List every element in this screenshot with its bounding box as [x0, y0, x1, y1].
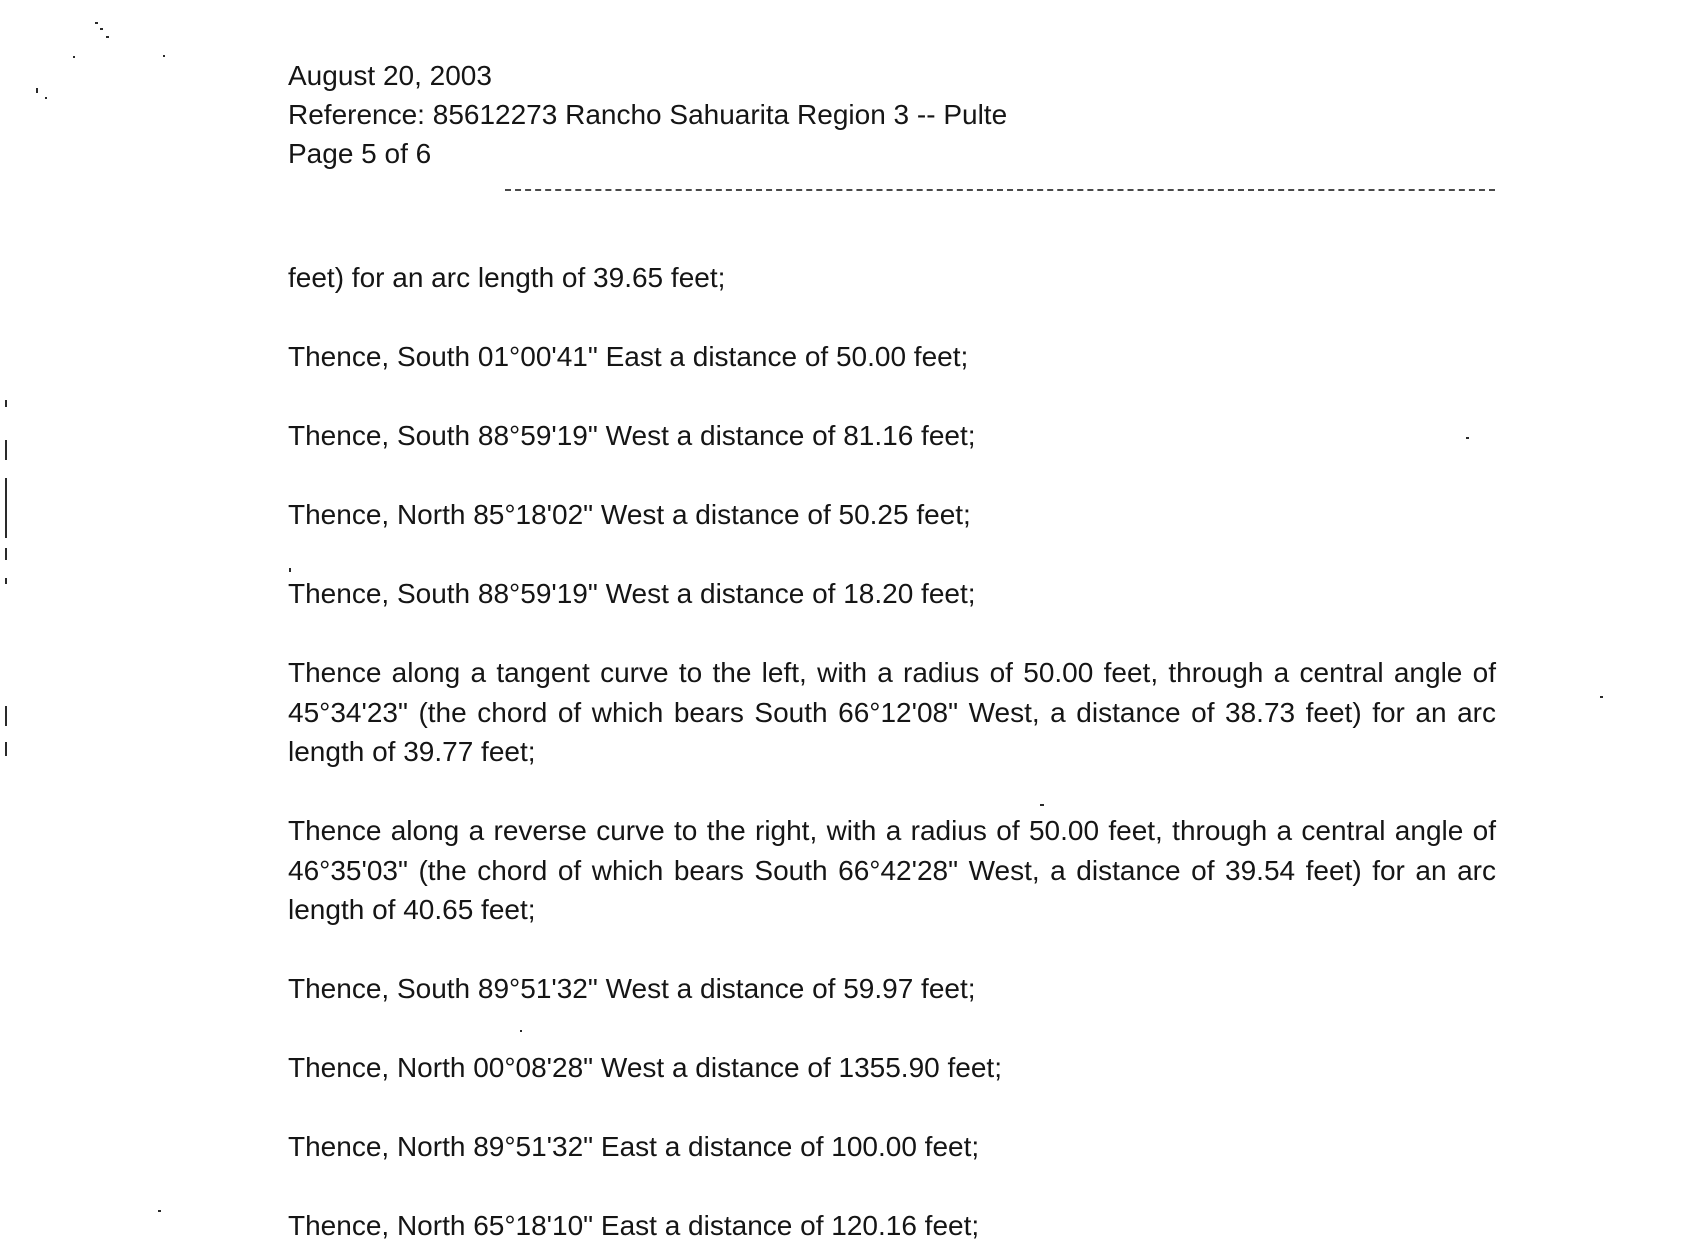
scan-speck [1040, 804, 1044, 806]
scan-speck [95, 22, 98, 24]
scan-speck [1466, 437, 1469, 439]
scan-speck [5, 578, 7, 584]
paragraph: Thence along a tangent curve to the left, with a radius of 50.00 feet, through a central angle of 45°34'23" (the chord of which bears South 66°12'08" West, a distance of 38.73 feet) for an arc length of 39.77 feet; [288, 657, 1496, 767]
paragraph: Thence, North 00°08'28" West a distance of 1355.90 feet; [288, 1052, 1002, 1083]
scan-speck [106, 36, 109, 38]
scan-speck [289, 568, 291, 572]
header-divider [505, 189, 1495, 191]
scan-speck [100, 28, 103, 30]
scan-speck [5, 478, 7, 538]
header-page-number: Page 5 of 6 [288, 138, 432, 169]
scan-speck [5, 440, 7, 460]
scan-speck [36, 88, 38, 93]
header-date: August 20, 2003 [288, 60, 492, 91]
scan-speck [1600, 696, 1603, 698]
scan-speck [73, 56, 75, 58]
paragraph: Thence, South 88°59'19" West a distance of 81.16 feet; [288, 420, 976, 451]
scan-speck [158, 1210, 161, 1212]
paragraph: Thence, North 85°18'02" West a distance of 50.25 feet; [288, 499, 971, 530]
scan-speck [5, 400, 7, 407]
paragraph: feet) for an arc length of 39.65 feet; [288, 262, 726, 293]
paragraph: Thence, South 88°59'19" West a distance of 18.20 feet; [288, 578, 976, 609]
scan-speck [5, 742, 7, 756]
paragraph: Thence, North 65°18'10" East a distance of 120.16 feet; [288, 1210, 980, 1241]
scan-speck [520, 1030, 522, 1032]
paragraph: Thence, North 89°51'32" East a distance of 100.00 feet; [288, 1131, 980, 1162]
scan-speck [45, 97, 47, 99]
scan-speck [5, 548, 7, 560]
scan-speck [5, 706, 7, 726]
page-header [288, 56, 1007, 173]
document-body [288, 258, 1496, 1246]
paragraph: Thence, South 01°00'41" East a distance of 50.00 feet; [288, 341, 969, 372]
paragraph: Thence, South 89°51'32" West a distance of 59.97 feet; [288, 973, 976, 1004]
header-reference: Reference: 85612273 Rancho Sahuarita Region 3 -- Pulte [288, 99, 1008, 130]
paragraph: Thence along a reverse curve to the right, with a radius of 50.00 feet, through a central angle of 46°35'03" (the chord of which bears South 66°42'28" West, a distance of 39.54 feet) for an arc length of 40.65 feet; [288, 815, 1496, 925]
scan-speck [163, 55, 165, 57]
